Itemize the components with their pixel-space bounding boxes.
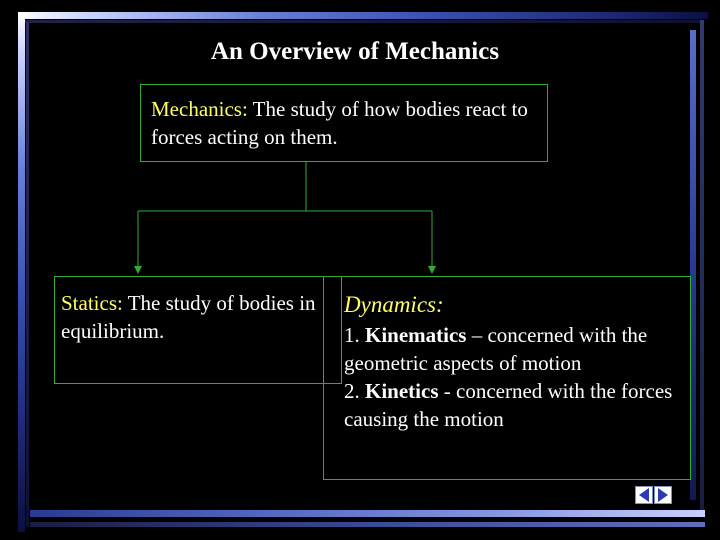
statics-definition: The study of bodies in equilibrium. (61, 291, 316, 343)
statics-text (61, 289, 341, 345)
kinematics-number: 1. (344, 323, 365, 347)
triangle-right-icon (658, 488, 668, 502)
dynamics-text (344, 291, 690, 433)
mechanics-term: Mechanics: (151, 97, 248, 121)
dynamics-box (323, 276, 691, 480)
statics-box (54, 276, 342, 384)
statics-term: Statics: (61, 291, 123, 315)
kinetics-description: - concerned with the forces causing the motion (344, 379, 673, 431)
arrow-right-icon (428, 266, 436, 274)
previous-slide-button[interactable] (635, 486, 653, 504)
mechanics-text (151, 95, 547, 151)
kinetics-number: 2. (344, 379, 365, 403)
kinematics-term: Kinematics (365, 323, 467, 347)
kinematics-description: – concerned with the geometric aspects of motion (344, 323, 648, 375)
next-slide-button[interactable] (654, 486, 672, 504)
kinetics-item (344, 377, 690, 433)
triangle-left-icon (639, 488, 649, 502)
kinetics-term: Kinetics (365, 379, 439, 403)
slide-title: An Overview of Mechanics (210, 38, 500, 65)
mechanics-definition: The study of how bodies react to forces acting on them. (151, 97, 528, 149)
dynamics-term: Dynamics: (344, 292, 444, 317)
arrow-left-icon (134, 266, 142, 274)
kinematics-item (344, 321, 690, 377)
mechanics-box (140, 84, 548, 162)
